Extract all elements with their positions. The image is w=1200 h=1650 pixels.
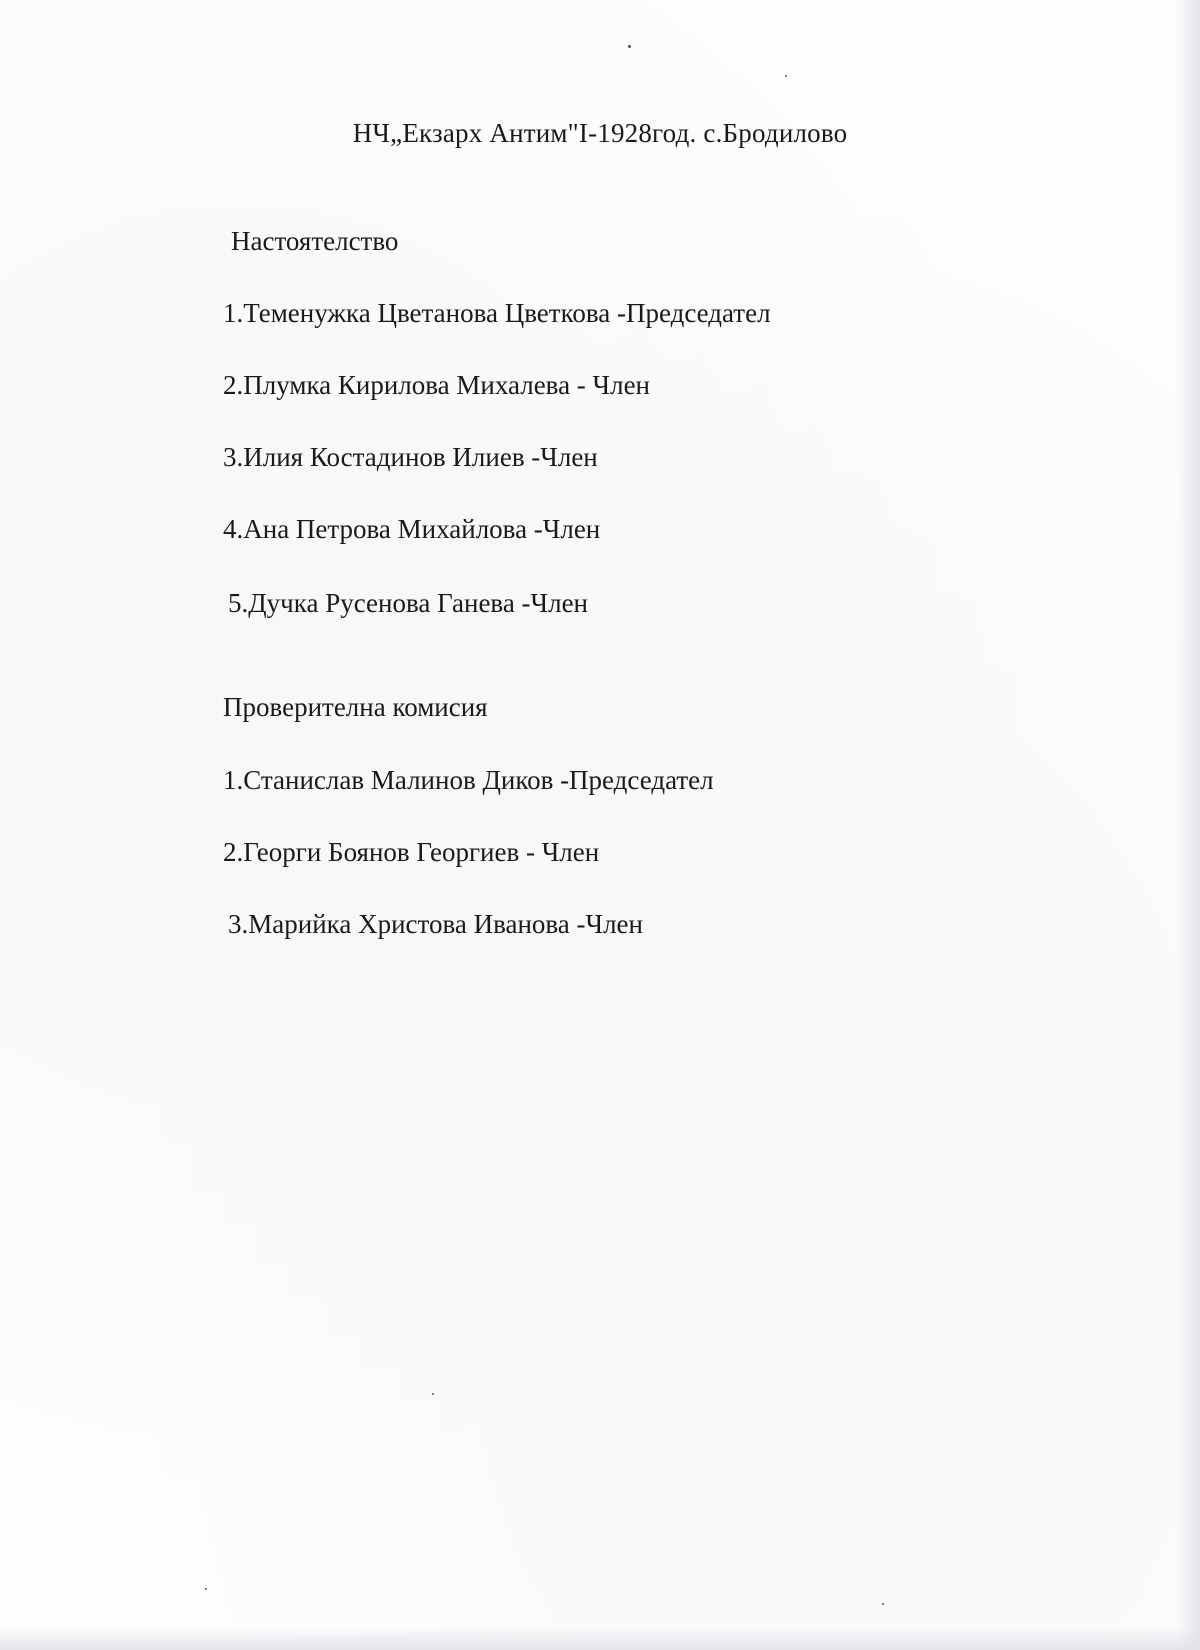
section-heading-audit-commission: Проверителна комисия [223, 692, 488, 722]
document-title: НЧ„Екзарх Антим"І-1928год. с.Бродилово [352, 118, 848, 148]
audit-member-line: 1.Станислав Малинов Диков -Председател [223, 765, 714, 795]
scan-speck [432, 1393, 434, 1395]
audit-member-line: 3.Марийка Христова Иванова -Член [228, 909, 643, 939]
board-member-line: 5.Дучка Русенова Ганева -Член [228, 588, 589, 618]
scan-speck [785, 75, 787, 77]
board-member-line: 2.Плумка Кирилова Михалева - Член [223, 370, 651, 400]
scan-speck [628, 45, 631, 48]
scan-speck [882, 1603, 884, 1605]
scan-shadow-right [1176, 0, 1200, 1650]
scan-shadow-bottom [0, 1628, 1200, 1650]
scan-speck [205, 1588, 207, 1590]
audit-member-line: 2.Георги Боянов Георгиев - Член [223, 837, 600, 867]
board-member-line: 4.Ана Петрова Михайлова -Член [223, 514, 601, 544]
board-member-line: 1.Теменужка Цветанова Цветкова -Председател [223, 298, 771, 328]
board-member-line: 3.Илия Костадинов Илиев -Член [223, 442, 598, 472]
section-heading-board: Настоятелство [231, 226, 399, 256]
